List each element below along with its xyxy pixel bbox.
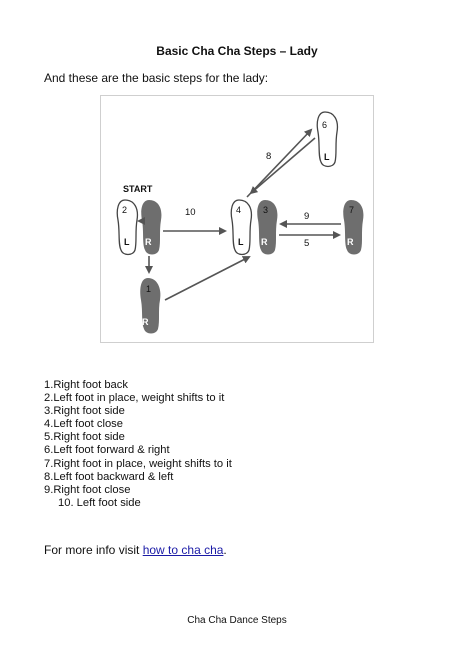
footprint-4-left	[231, 200, 251, 255]
foot-letter-l: L	[124, 237, 130, 247]
step-diagram-svg	[101, 96, 373, 342]
step-number-6: 6	[322, 120, 328, 130]
footprint-7-right	[343, 200, 363, 255]
foot-letter-r: R	[347, 237, 354, 247]
foot-letter-r: R	[261, 237, 268, 247]
step-number-8: 8	[266, 151, 272, 162]
step-number-3: 3	[263, 205, 269, 215]
step-number-1: 1	[146, 284, 152, 294]
step-list-item: 3.Right foot side	[44, 405, 125, 418]
foot-letter-l: L	[238, 237, 244, 247]
foot-letter-l: L	[324, 152, 330, 162]
arrow-step-6	[247, 130, 311, 197]
footprint-1-right	[140, 278, 160, 334]
step-number-2: 2	[122, 205, 128, 215]
step-list-item: 4.Left foot close	[44, 418, 123, 431]
step-number-7: 7	[349, 205, 355, 215]
step-number-5: 5	[304, 238, 310, 249]
step-list-item: 6.Left foot forward & right	[44, 444, 170, 457]
step-list-item: 1.Right foot back	[44, 379, 128, 391]
step-list	[44, 379, 232, 510]
footprint-3-right	[257, 200, 277, 255]
arrow-to-step-4	[165, 257, 249, 300]
how-to-cha-cha-link[interactable]: how to cha cha	[142, 543, 224, 557]
step-list-item: 10. Left foot side	[58, 496, 141, 509]
more-info-suffix: .	[223, 543, 227, 557]
foot-letter-r: R	[145, 237, 152, 247]
intro-text: And these are the basic steps for the lady:	[44, 71, 269, 85]
step-list-item: 2.Left foot in place, weight shifts to it	[44, 392, 225, 405]
arrow-step-8	[251, 138, 315, 193]
step-number-10: 10	[185, 207, 196, 218]
step-diagram	[100, 95, 374, 343]
start-label: START	[123, 184, 153, 194]
more-info-text	[44, 543, 227, 557]
step-list-item: 8.Left foot backward & left	[44, 470, 174, 483]
page-footer: Cha Cha Dance Steps	[187, 615, 287, 626]
page-title: Basic Cha Cha Steps – Lady	[156, 44, 318, 58]
footprint-6-left	[317, 112, 337, 167]
step-number-9: 9	[304, 211, 310, 222]
step-list-item: 7.Right foot in place, weight shifts to it	[44, 457, 232, 470]
more-info-prefix: For more info visit	[44, 543, 143, 557]
footprint-right-start	[141, 200, 161, 255]
footprint-2-left	[117, 200, 137, 255]
foot-letter-r: R	[142, 317, 149, 327]
step-list-item: 9.Right foot close	[44, 483, 131, 496]
step-number-4: 4	[236, 205, 242, 215]
step-list-item: 5.Right foot side	[44, 431, 125, 444]
